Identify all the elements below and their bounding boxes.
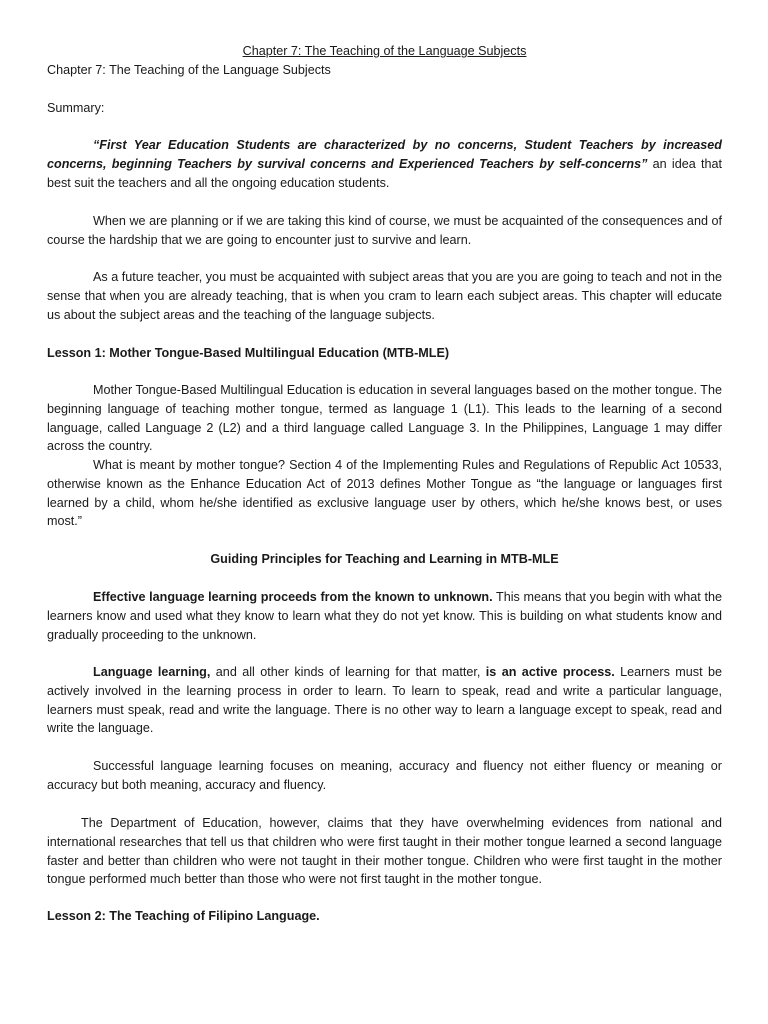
paragraph-planning: When we are planning or if we are taking this kind of course, we must be acquainted of the consequences and of course the hardship that we are going to encounter just to survive and learn. — [47, 214, 722, 247]
chapter-title: Chapter 7: The Teaching of the Language Subjects — [47, 63, 331, 77]
principle-2-mid: and all other kinds of learning for that matter, — [210, 665, 486, 679]
paragraph-concerns-rest: an idea that best suit the teachers and all the ongoing education students. — [47, 156, 722, 190]
lesson-1-title: Lesson 1: Mother Tongue-Based Multilingual Education (MTB-MLE) — [47, 346, 450, 360]
summary-label: Summary: — [47, 101, 105, 115]
paragraph-concerns — [47, 136, 722, 192]
paragraph-active-process — [47, 663, 722, 738]
principle-2-heading-a: Language learning, — [93, 665, 211, 679]
paragraph-known-to-unknown — [47, 588, 722, 644]
paragraph-future-teacher: As a future teacher, you must be acquainted with subject areas that you are you are going to teach and not in the sense that when you are already teaching, that is when you cram to learn each subject areas. This chapter will educate us about the subject areas and the teaching of the language subjects. — [47, 270, 722, 322]
principle-2-text: Learners must be actively involved in the learning process in order to learn. To learn to speak, read and write a particular language, learners must speak, read and write the language. There is no other way to learn a language except to speak, read and write the language. — [47, 665, 722, 736]
paragraph-mother-tongue: What is meant by mother tongue? Section 4 of the Implementing Rules and Regulations of Republic Act 10533, otherwise known as the Enhance Education Act of 2013 defines Mother Tongue as “the language or languages first learned by a child, whom he/she identified as exclusive language user by others, which he/she knows best, or uses most.” — [47, 458, 722, 529]
paragraph-concerns-quote: “First Year Education Students are characterized by no concerns, Student Teachers by increased concerns, beginning Teachers by survival concerns and Experienced Teachers by self-concerns” — [47, 138, 722, 171]
page-header-title: Chapter 7: The Teaching of the Language Subjects — [242, 44, 527, 58]
paragraph-mtb-mle: Mother Tongue-Based Multilingual Education is education in several languages based on the mother tongue. The beginning language of teaching mother tongue, termed as language 1 (L1). This leads to the learning of a second language, called Language 2 (L2) and a third language called Language 3. In the Philippines, Language 1 may differ across the country. — [47, 383, 722, 454]
principle-2-heading-b: is an active process. — [485, 665, 615, 679]
principle-1-text: This means that you begin with what the learners know and used what they know to learn what they do not yet know. This is building on what students know and gradually proceeding to the unknown. — [47, 590, 722, 642]
lesson-2-title: Lesson 2: The Teaching of Filipino Language. — [47, 909, 320, 923]
principle-1-heading: Effective language learning proceeds from the known to unknown. — [93, 590, 493, 604]
principles-title: Guiding Principles for Teaching and Learning in MTB-MLE — [210, 552, 559, 566]
paragraph-department-education: The Department of Education, however, claims that they have overwhelming evidences from national and international researches that tell us that children who were first taught in their mother tongue learned a second language faster and better than children who were not taught in their mother tongue. Children who were first taught in the mother tongue performed much better than those who were not first taught in the mother tongue. — [47, 816, 722, 887]
paragraph-successful-learning: Successful language learning focuses on meaning, accuracy and fluency not either fluency or meaning or accuracy but both meaning, accuracy and fluency. — [47, 759, 722, 792]
